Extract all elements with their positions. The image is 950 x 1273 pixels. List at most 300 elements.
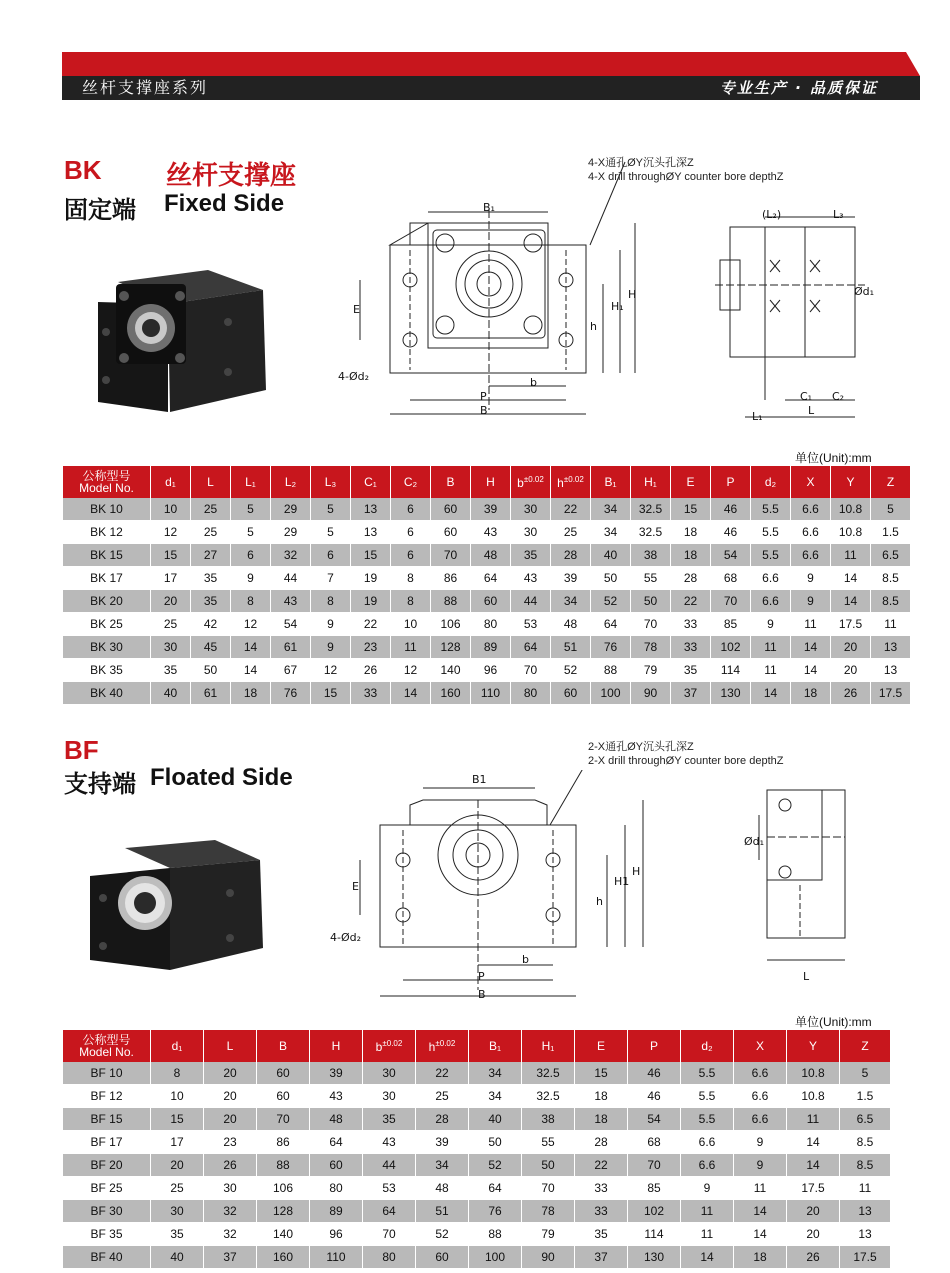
value-cell: 54 [271, 613, 311, 636]
bk-note-en: 4-X drill throughØY counter bore depthZ [588, 171, 784, 183]
value-cell: 100 [469, 1246, 522, 1269]
bk-h-small-label: h [590, 320, 597, 333]
value-cell: 19 [351, 590, 391, 613]
value-cell: 110 [310, 1246, 363, 1269]
value-cell: 6 [391, 544, 431, 567]
value-cell: 60 [431, 521, 471, 544]
bf-p-label: P [478, 970, 485, 983]
table-row [63, 590, 911, 613]
model-cell: BF 15 [63, 1108, 151, 1131]
value-cell: 6.6 [751, 590, 791, 613]
value-cell: 8 [391, 590, 431, 613]
bk-d2-label: 4-Ød₂ [338, 370, 370, 383]
value-cell: 64 [591, 613, 631, 636]
value-cell: 6 [391, 498, 431, 521]
value-cell: 5.5 [751, 498, 791, 521]
col-header-h: $h^{\pm 0.02}$ [551, 466, 591, 498]
value-cell: 70 [257, 1108, 310, 1131]
value-cell: 14 [831, 567, 871, 590]
value-cell: 13 [840, 1223, 891, 1246]
col-header: Y [831, 466, 871, 498]
bf-d1-label: Ød₁ [744, 835, 765, 848]
value-cell: 29 [271, 521, 311, 544]
value-cell: 14 [681, 1246, 734, 1269]
model-cell: BF 12 [63, 1085, 151, 1108]
value-cell: 34 [469, 1062, 522, 1085]
value-cell: 10.8 [787, 1062, 840, 1085]
model-cell: BF 30 [63, 1200, 151, 1223]
value-cell: 128 [431, 636, 471, 659]
value-cell: 128 [257, 1200, 310, 1223]
table-row [63, 521, 911, 544]
value-cell: 53 [511, 613, 551, 636]
col-header: X [791, 466, 831, 498]
bf-front-drawing [325, 770, 655, 1010]
value-cell: 6 [391, 521, 431, 544]
value-cell: 32 [204, 1200, 257, 1223]
bk-p-label: P [480, 390, 487, 403]
bk-l2-label: (L₂) [762, 208, 782, 221]
value-cell: 32.5 [631, 521, 671, 544]
table-row [63, 1200, 891, 1223]
value-cell: 76 [591, 636, 631, 659]
value-cell: 60 [551, 682, 591, 705]
value-cell: 48 [471, 544, 511, 567]
value-cell: 140 [431, 659, 471, 682]
col-header: Z [871, 466, 911, 498]
table-row [63, 1131, 891, 1154]
value-cell: 60 [431, 498, 471, 521]
value-cell: 6.6 [734, 1062, 787, 1085]
model-cell: BK 15 [63, 544, 151, 567]
table-row [63, 659, 911, 682]
value-cell: 34 [469, 1085, 522, 1108]
bk-code: BK [64, 155, 102, 185]
col-header: Z [840, 1030, 891, 1062]
value-cell: 106 [431, 613, 471, 636]
col-header: B₁ [591, 466, 631, 498]
value-cell: 35 [191, 567, 231, 590]
bf-l-label: L [803, 970, 810, 983]
value-cell: 8 [151, 1062, 204, 1085]
value-cell: 25 [151, 1177, 204, 1200]
value-cell: 43 [271, 590, 311, 613]
value-cell: 37 [671, 682, 711, 705]
value-cell: 22 [551, 498, 591, 521]
value-cell: 11 [751, 636, 791, 659]
value-cell: 13 [351, 521, 391, 544]
value-cell: 11 [831, 544, 871, 567]
table-row [63, 1177, 891, 1200]
value-cell: 8.5 [840, 1131, 891, 1154]
bf-B-label: B [478, 988, 486, 1001]
value-cell: 26 [831, 682, 871, 705]
value-cell: 11 [681, 1200, 734, 1223]
value-cell: 13 [351, 498, 391, 521]
value-cell: 20 [787, 1200, 840, 1223]
value-cell: 114 [711, 659, 751, 682]
value-cell: 10 [151, 1085, 204, 1108]
value-cell: 46 [628, 1085, 681, 1108]
col-header: E [575, 1030, 628, 1062]
value-cell: 15 [151, 544, 191, 567]
value-cell: 43 [471, 521, 511, 544]
value-cell: 43 [511, 567, 551, 590]
col-header: B [431, 466, 471, 498]
table-row [63, 567, 911, 590]
value-cell: 26 [204, 1154, 257, 1177]
value-cell: 25 [191, 521, 231, 544]
value-cell: 10.8 [787, 1085, 840, 1108]
value-cell: 10.8 [831, 498, 871, 521]
value-cell: 33 [671, 636, 711, 659]
value-cell: 70 [711, 590, 751, 613]
value-cell: 52 [551, 659, 591, 682]
value-cell: 88 [591, 659, 631, 682]
col-header: Y [787, 1030, 840, 1062]
value-cell: 30 [204, 1177, 257, 1200]
bk-e-label: E [353, 303, 360, 316]
value-cell: 51 [551, 636, 591, 659]
table-row [63, 1246, 891, 1269]
value-cell: 140 [257, 1223, 310, 1246]
value-cell: 17 [151, 1131, 204, 1154]
model-cell: BF 35 [63, 1223, 151, 1246]
value-cell: 28 [671, 567, 711, 590]
value-cell: 29 [271, 498, 311, 521]
col-header: L [191, 466, 231, 498]
col-header: X [734, 1030, 787, 1062]
value-cell: 106 [257, 1177, 310, 1200]
value-cell: 64 [511, 636, 551, 659]
value-cell: 9 [734, 1154, 787, 1177]
value-cell: 23 [204, 1131, 257, 1154]
value-cell: 52 [416, 1223, 469, 1246]
value-cell: 78 [522, 1200, 575, 1223]
value-cell: 64 [469, 1177, 522, 1200]
value-cell: 86 [431, 567, 471, 590]
model-cell: BK 12 [63, 521, 151, 544]
value-cell: 40 [151, 682, 191, 705]
value-cell: 26 [787, 1246, 840, 1269]
value-cell: 1.5 [840, 1085, 891, 1108]
value-cell: 10.8 [831, 521, 871, 544]
value-cell: 6.6 [791, 544, 831, 567]
value-cell: 80 [511, 682, 551, 705]
table-row [63, 682, 911, 705]
value-cell: 35 [575, 1223, 628, 1246]
value-cell: 52 [469, 1154, 522, 1177]
col-header: d₁ [151, 466, 191, 498]
value-cell: 15 [671, 498, 711, 521]
bk-h1-label: H₁ [611, 300, 624, 313]
value-cell: 13 [840, 1200, 891, 1223]
bf-unit-label: 单位(Unit):mm [795, 1015, 872, 1029]
value-cell: 27 [191, 544, 231, 567]
table-row [63, 498, 911, 521]
bk-l1-label: L₁ [752, 410, 763, 423]
value-cell: 6.6 [791, 521, 831, 544]
bf-code: BF [64, 735, 99, 765]
col-header: L₁ [231, 466, 271, 498]
bk-B-label: B [480, 404, 488, 417]
model-header: 公称型号 Model No. [63, 1030, 151, 1062]
value-cell: 28 [575, 1131, 628, 1154]
value-cell: 102 [711, 636, 751, 659]
bf-b-label: b [522, 953, 529, 966]
value-cell: 5 [311, 521, 351, 544]
value-cell: 22 [575, 1154, 628, 1177]
value-cell: 30 [151, 1200, 204, 1223]
value-cell: 70 [522, 1177, 575, 1200]
model-cell: BF 20 [63, 1154, 151, 1177]
model-cell: BK 20 [63, 590, 151, 613]
value-cell: 48 [310, 1108, 363, 1131]
value-cell: 37 [204, 1246, 257, 1269]
value-cell: 96 [310, 1223, 363, 1246]
value-cell: 100 [591, 682, 631, 705]
value-cell: 28 [416, 1108, 469, 1131]
value-cell: 33 [575, 1200, 628, 1223]
value-cell: 60 [310, 1154, 363, 1177]
value-cell: 6 [231, 544, 271, 567]
bf-note-cn: 2-X通孔ØY沉头孔深Z [588, 741, 694, 753]
value-cell: 9 [791, 590, 831, 613]
value-cell: 5 [231, 498, 271, 521]
value-cell: 11 [787, 1108, 840, 1131]
bk-l3-label: L₃ [833, 208, 844, 221]
value-cell: 20 [151, 590, 191, 613]
value-cell: 25 [151, 613, 191, 636]
value-cell: 160 [431, 682, 471, 705]
value-cell: 79 [631, 659, 671, 682]
value-cell: 6.6 [734, 1085, 787, 1108]
value-cell: 39 [416, 1131, 469, 1154]
value-cell: 10 [151, 498, 191, 521]
col-header: H [471, 466, 511, 498]
value-cell: 12 [151, 521, 191, 544]
value-cell: 32.5 [631, 498, 671, 521]
value-cell: 44 [363, 1154, 416, 1177]
value-cell: 160 [257, 1246, 310, 1269]
model-cell: BF 25 [63, 1177, 151, 1200]
value-cell: 18 [575, 1108, 628, 1131]
bk-side-en: Fixed Side [164, 190, 285, 217]
value-cell: 5.5 [681, 1062, 734, 1085]
value-cell: 20 [787, 1223, 840, 1246]
value-cell: 20 [204, 1085, 257, 1108]
value-cell: 5.5 [751, 544, 791, 567]
value-cell: 64 [363, 1200, 416, 1223]
value-cell: 55 [631, 567, 671, 590]
table-row [63, 544, 911, 567]
value-cell: 54 [711, 544, 751, 567]
value-cell: 6.6 [681, 1131, 734, 1154]
value-cell: 35 [671, 659, 711, 682]
value-cell: 18 [231, 682, 271, 705]
value-cell: 30 [511, 498, 551, 521]
value-cell: 23 [351, 636, 391, 659]
col-header: d₁ [151, 1030, 204, 1062]
value-cell: 35 [363, 1108, 416, 1131]
value-cell: 70 [363, 1223, 416, 1246]
value-cell: 88 [431, 590, 471, 613]
bk-unit-label: 单位(Unit):mm [795, 451, 872, 465]
col-header: d₂ [751, 466, 791, 498]
col-header: L₃ [311, 466, 351, 498]
value-cell: 78 [631, 636, 671, 659]
value-cell: 6.5 [871, 544, 911, 567]
value-cell: 80 [363, 1246, 416, 1269]
bk-spec-table [62, 466, 911, 705]
value-cell: 88 [469, 1223, 522, 1246]
value-cell: 11 [751, 659, 791, 682]
bk-product-image [88, 262, 273, 417]
value-cell: 48 [551, 613, 591, 636]
col-header: H₁ [631, 466, 671, 498]
value-cell: 114 [628, 1223, 681, 1246]
value-cell: 5 [231, 521, 271, 544]
value-cell: 34 [591, 498, 631, 521]
value-cell: 89 [310, 1200, 363, 1223]
value-cell: 53 [363, 1177, 416, 1200]
bf-b1-label: B1 [472, 773, 487, 786]
value-cell: 60 [257, 1085, 310, 1108]
value-cell: 64 [310, 1131, 363, 1154]
model-cell: BF 40 [63, 1246, 151, 1269]
value-cell: 9 [791, 567, 831, 590]
value-cell: 9 [681, 1177, 734, 1200]
value-cell: 45 [191, 636, 231, 659]
value-cell: 8.5 [871, 590, 911, 613]
value-cell: 20 [151, 1154, 204, 1177]
value-cell: 35 [511, 544, 551, 567]
value-cell: 28 [551, 544, 591, 567]
value-cell: 40 [469, 1108, 522, 1131]
value-cell: 20 [831, 636, 871, 659]
value-cell: 130 [628, 1246, 681, 1269]
value-cell: 60 [257, 1062, 310, 1085]
value-cell: 13 [871, 636, 911, 659]
col-header-b: $b^{\pm 0.02}$ [511, 466, 551, 498]
value-cell: 48 [416, 1177, 469, 1200]
value-cell: 90 [522, 1246, 575, 1269]
value-cell: 5.5 [751, 521, 791, 544]
value-cell: 64 [471, 567, 511, 590]
series-title: 丝杆支撑座系列 [82, 78, 209, 97]
model-header: 公称型号 Model No. [63, 466, 151, 498]
table-row [63, 1223, 891, 1246]
value-cell: 18 [575, 1085, 628, 1108]
value-cell: 8.5 [871, 567, 911, 590]
value-cell: 32.5 [522, 1085, 575, 1108]
value-cell: 50 [591, 567, 631, 590]
table-row [63, 613, 911, 636]
value-cell: 9 [311, 613, 351, 636]
col-header: B₁ [469, 1030, 522, 1062]
value-cell: 61 [271, 636, 311, 659]
value-cell: 102 [628, 1200, 681, 1223]
value-cell: 11 [734, 1177, 787, 1200]
value-cell: 40 [591, 544, 631, 567]
bf-d2-label: 4-Ød₂ [330, 931, 362, 944]
value-cell: 76 [271, 682, 311, 705]
col-header-h: $h^{\pm 0.02}$ [416, 1030, 469, 1062]
col-header: L [204, 1030, 257, 1062]
value-cell: 61 [191, 682, 231, 705]
bf-h-label: H [632, 865, 641, 878]
value-cell: 46 [711, 521, 751, 544]
bk-d1-label: Ød₁ [854, 285, 875, 298]
value-cell: 51 [416, 1200, 469, 1223]
col-header-b: $b^{\pm 0.02}$ [363, 1030, 416, 1062]
value-cell: 5 [840, 1062, 891, 1085]
value-cell: 6.6 [791, 498, 831, 521]
bk-table-header-row [63, 466, 911, 498]
value-cell: 15 [575, 1062, 628, 1085]
bf-product-image [85, 838, 270, 973]
value-cell: 50 [522, 1154, 575, 1177]
value-cell: 6.6 [681, 1154, 734, 1177]
value-cell: 15 [311, 682, 351, 705]
value-cell: 25 [416, 1085, 469, 1108]
model-cell: BF 17 [63, 1131, 151, 1154]
value-cell: 79 [522, 1223, 575, 1246]
bk-table-body [63, 498, 911, 705]
value-cell: 12 [311, 659, 351, 682]
value-cell: 25 [551, 521, 591, 544]
value-cell: 6 [311, 544, 351, 567]
value-cell: 17.5 [831, 613, 871, 636]
col-header: P [711, 466, 751, 498]
value-cell: 90 [631, 682, 671, 705]
bk-note-cn: 4-X通孔ØY沉头孔深Z [588, 157, 694, 169]
col-header: P [628, 1030, 681, 1062]
value-cell: 9 [231, 567, 271, 590]
value-cell: 18 [791, 682, 831, 705]
value-cell: 89 [471, 636, 511, 659]
bk-side-cn: 固定端 [64, 197, 136, 224]
value-cell: 13 [871, 659, 911, 682]
bf-table-body [63, 1062, 891, 1269]
col-header: C₂ [391, 466, 431, 498]
value-cell: 96 [471, 659, 511, 682]
value-cell: 9 [751, 613, 791, 636]
value-cell: 20 [204, 1062, 257, 1085]
value-cell: 7 [311, 567, 351, 590]
value-cell: 34 [551, 590, 591, 613]
col-header: H₁ [522, 1030, 575, 1062]
model-cell: BK 30 [63, 636, 151, 659]
value-cell: 39 [551, 567, 591, 590]
bf-side-drawing [745, 775, 880, 990]
value-cell: 52 [591, 590, 631, 613]
value-cell: 6.5 [840, 1108, 891, 1131]
bk-h-label: H [628, 288, 637, 301]
value-cell: 6.6 [734, 1108, 787, 1131]
bf-h-small-label: h [596, 895, 603, 908]
col-header: d₂ [681, 1030, 734, 1062]
value-cell: 70 [431, 544, 471, 567]
value-cell: 38 [522, 1108, 575, 1131]
value-cell: 10 [391, 613, 431, 636]
value-cell: 22 [416, 1062, 469, 1085]
value-cell: 43 [310, 1085, 363, 1108]
table-row [63, 1108, 891, 1131]
col-header: B [257, 1030, 310, 1062]
value-cell: 14 [734, 1200, 787, 1223]
bf-table-header-row [63, 1030, 891, 1062]
